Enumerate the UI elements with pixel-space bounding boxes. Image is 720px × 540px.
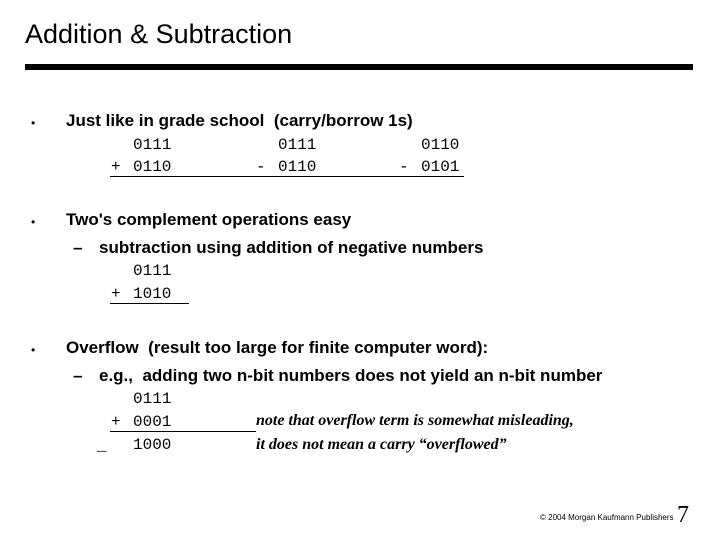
overflow-note-line-1: note that overflow term is somewhat misleading, [256, 412, 574, 429]
bullet-2-text: Two's complement operations easy [66, 210, 352, 229]
example-3-underline [398, 176, 464, 177]
sub-bullet-marker: – [73, 366, 83, 385]
bullet-3-text: Overflow (result too large for finite computer word): [66, 338, 489, 357]
example-1-op: + [111, 158, 121, 176]
bullet-1-text: Just like in grade school (carry/borrow 1s) [66, 111, 413, 130]
carry-mark: _ [97, 437, 107, 455]
example-2-underline [256, 176, 398, 177]
example-2-top: 0111 [278, 136, 317, 154]
title-rule [25, 64, 693, 70]
example-4-underline [110, 303, 189, 304]
example-1-bottom: 0110 [133, 158, 172, 176]
copyright-footer: © 2004 Morgan Kaufmann Publishers [540, 513, 674, 522]
sub-bullet-2-text: subtraction using addition of negative numbers [99, 238, 484, 257]
example-4-bottom: 1010 [133, 285, 172, 303]
example-5-op: + [111, 413, 121, 431]
example-4-top: 0111 [133, 262, 172, 280]
example-2-op: - [256, 158, 266, 176]
example-3-top: 0110 [421, 136, 460, 154]
example-5-top: 0111 [133, 390, 172, 408]
example-1-underline-tail [176, 176, 256, 177]
slide-title: Addition & Subtraction [25, 19, 293, 49]
sub-bullet-marker: – [73, 238, 83, 257]
example-4-op: + [111, 285, 121, 303]
bullet-marker: • [31, 343, 36, 357]
bullet-marker: • [31, 215, 36, 229]
example-5-bottom: 0001 [133, 413, 172, 431]
example-3-bottom: 0101 [421, 158, 460, 176]
overflow-note-line-2: it does not mean a carry “overflowed” [256, 436, 507, 453]
example-5-underline [110, 431, 256, 432]
example-5-result: 1000 [133, 436, 172, 454]
bullet-marker: • [31, 116, 36, 130]
page-number: 7 [677, 502, 689, 528]
example-2-bottom: 0110 [278, 158, 317, 176]
sub-bullet-3-text: e.g., adding two n-bit numbers does not yield an n-bit number [99, 366, 603, 385]
example-3-op: - [399, 158, 409, 176]
example-1-top: 0111 [133, 136, 172, 154]
example-1-underline [110, 176, 176, 177]
